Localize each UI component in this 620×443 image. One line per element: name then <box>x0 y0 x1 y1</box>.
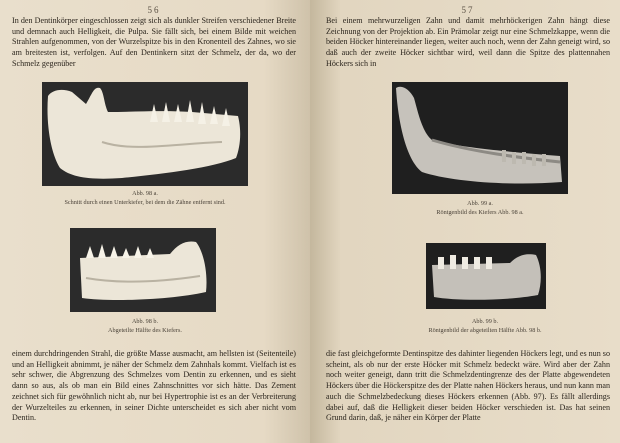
figure-98a-label: Abb. 98 a. <box>132 190 158 197</box>
left-bottom-paragraph: einem durchdringenden Strahl, die größte Masse ausmacht, am hellsten ist (Seitenteile) und an Helligkeit abnimmt, je näher der Schmelz dem Zahnhals kommt. Vielfach ist es sehr schwer, die Abgrenzung des Schmelzes vom Dentin zu erkennen, und es sieht dann so aus, als ob man ein Bild eines Zahnschnittes vor sich hätte. Das Zement zeichnet sich für gewöhnlich nicht ab, nur bei Hypertrophie ist es an der Verbreiterung der Wurzelteiles zu erkennen, in seiner Dichte unterscheidet es sich aber nicht vom Dentin. <box>12 349 296 423</box>
left-top-paragraph: In den Dentinkörper eingeschlossen zeigt sich als dunkler Streifen verschiedener Breite und demnach auch Helligkeit, die Pulpa. Sie fällt sich, bei einem Bilde mit weichen Strahlen aufgenommen, von der Wurzelspitze bis in den Kronenteil des Zahnes, wo sie am breitesten ist, verfolgen. Auf den Dentinkern sitzt der Schmelz, der da, wo der Schmelz gegenüber <box>12 16 296 68</box>
figure-99b-text: Röntgenbild der abgeteilten Hälfte Abb. 98 b. <box>428 326 542 334</box>
mandible-icon <box>42 82 248 186</box>
figure-99b-label: Abb. 99 b. <box>471 318 499 325</box>
figure-99a-label: Abb. 99 a. <box>467 200 493 207</box>
figure-99a-caption <box>380 200 580 217</box>
right-bottom-paragraph: die fast gleichgeformte Dentinspitze des dahinter liegenden Höckers legt, und es nun so scheint, als ob nur der erste Höcker mit Schmelz bedeckt wäre. Wird aber der Zahn noch weiter geneigt, dann tritt die Schmelzdentingrenze des der Platte abgewendeten Höckers über die Höckerspitze des der Platte nahen Höckers heraus, und nun kann man auch die Schmelzbedeckung dieses Höckers erkennen (Abb. 97). Es fällt allerdings dabei auf, daß die Helligkeit dieser beiden Höcker verschieden ist. Das hat seinen Grund darin, daß, je näher ein Körper der Platte <box>326 349 610 423</box>
figure-99b-caption <box>370 318 600 335</box>
figure-99a-xray <box>392 82 568 194</box>
figure-98a-text: Schnitt durch einen Unterkiefer, bei dem die Zähne entfernt sind. <box>64 198 226 206</box>
figure-98a-photo <box>42 82 248 186</box>
figure-98a-caption <box>20 190 270 207</box>
right-top-paragraph: Bei einem mehrwurzeligen Zahn und damit mehrhöckerigen Zahn hängt diese Zeichnung von der Projektion ab. Ein Prämolar zeigt nur eine Schmelzkappe, wenn die beiden Höcker hintereinander liegen, weiter auch noch, wenn der Zahn geneigt wird, so daß auch der zweite Höcker sichtbar wird, weil dann die Spitze des plattennahen Höckers sich in <box>326 16 610 68</box>
right-page-number: 57 <box>461 5 475 15</box>
figure-99a-text: Röntgenbild des Kiefers Abb. 98 a. <box>436 208 524 216</box>
figure-99b-xray <box>426 243 546 309</box>
figure-98b-text: Abgeteilte Hälfte des Kiefers. <box>108 326 182 334</box>
right-page <box>310 0 620 443</box>
xray-mandible-icon <box>392 82 568 194</box>
xray-half-jaw-icon <box>426 243 546 309</box>
figure-98b-photo <box>70 228 216 312</box>
figure-98b-label: Abb. 98 b. <box>131 318 159 325</box>
left-page-number: 56 <box>147 5 161 15</box>
half-jaw-icon <box>70 228 216 312</box>
figure-98b-caption <box>60 318 230 335</box>
